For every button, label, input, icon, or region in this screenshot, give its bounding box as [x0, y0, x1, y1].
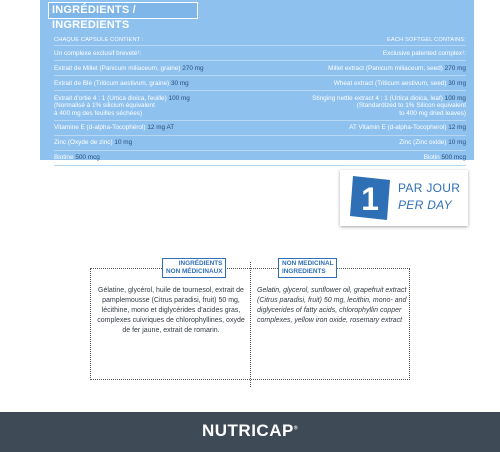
dose-number: 1	[361, 181, 379, 217]
ingredient-name: (Standardized to 1% Silicon equivalent	[356, 102, 466, 110]
ingredient-line	[54, 102, 249, 110]
ingredients-title: INGRÉDIENTS / INGREDIENTS	[52, 4, 136, 31]
ingredient-en	[266, 124, 466, 132]
ingredient-name: Extrait de Blé (Triticum aestivum, graine)	[54, 79, 170, 87]
ingredient-en	[266, 154, 466, 162]
ingredient-line	[54, 95, 249, 103]
ingredient-name: to 400 mg dried leaves)	[399, 109, 466, 117]
ingredient-name: Wheat extract (Triticum aestivum, seed)	[333, 79, 447, 87]
ingredient-line	[266, 50, 466, 58]
title-line: INGRÉDIENTS	[178, 260, 223, 267]
ingredient-name: Biotine	[54, 154, 74, 162]
ingredient-line	[54, 80, 249, 88]
ingredient-amount: 10 mg	[448, 139, 466, 147]
footer-bar	[0, 412, 500, 452]
ingredient-amount: 500 mcg	[75, 154, 100, 162]
ingredient-line	[54, 65, 249, 73]
ingredient-en	[266, 139, 466, 147]
ingredient-name: Millet extract (Panicum miliaceum, seed)	[328, 64, 443, 72]
ingredient-name: Zinc (Zinc oxide)	[399, 139, 447, 147]
ingredient-line	[266, 110, 466, 118]
non-medicinal-title-en	[278, 258, 337, 278]
table-header-fr: CHAQUE CAPSULE CONTIENT :	[54, 37, 144, 43]
ingredient-fr	[54, 124, 249, 132]
ingredients-table	[54, 34, 466, 166]
table-row	[54, 46, 466, 61]
ingredient-en	[266, 80, 466, 88]
dose-label-fr: PAR JOUR	[398, 181, 461, 195]
table-row	[54, 76, 466, 91]
ingredient-name: (Normalisé à 1% silicium équivalent	[54, 102, 155, 110]
ingredient-name: à 400 mg des feuilles séchées)	[54, 109, 143, 117]
title-line: NON MÉDICINAUX	[166, 268, 223, 275]
ingredient-line	[54, 124, 249, 132]
table-header-en: EACH SOFTGEL CONTAINS:	[387, 37, 466, 43]
ingredient-amount: 30 mg	[448, 79, 466, 87]
ingredient-line	[266, 124, 466, 132]
ingredient-amount: 100 mg	[444, 94, 466, 102]
ingredient-fr	[54, 80, 249, 88]
ingredient-line	[266, 95, 466, 103]
table-header-row	[54, 34, 466, 46]
ingredient-amount: 12 mg AT	[147, 124, 175, 132]
ingredient-name: Extrait de Millet (Panicum miliaceum, graine)	[54, 64, 181, 72]
brand-logo	[0, 421, 500, 441]
table-row	[54, 151, 466, 166]
table-row	[54, 91, 466, 121]
ingredient-line	[54, 139, 249, 147]
ingredient-en	[266, 65, 466, 73]
ingredient-en	[266, 95, 466, 118]
table-row	[54, 61, 466, 76]
ingredient-amount: 100 mg	[168, 94, 190, 102]
ingredient-line	[54, 154, 249, 162]
ingredient-line	[54, 110, 249, 118]
ingredient-fr	[54, 154, 249, 162]
ingredient-line	[266, 80, 466, 88]
ingredient-name: Exclusive patented complex¹:	[382, 49, 466, 57]
ingredient-name: Stinging nettle extract 4 : 1 (Urtica dioica, leaf)	[312, 94, 443, 102]
ingredient-name: Biotin	[423, 154, 440, 162]
ingredient-name: AT Vitamin E (d-alpha-Tocopherol)	[349, 124, 447, 132]
registered-mark: ®	[293, 425, 299, 432]
dose-badge-icon	[349, 175, 391, 221]
ingredient-line	[54, 50, 249, 58]
ingredient-line	[266, 65, 466, 73]
ingredient-name: Vitamine E (d-alpha-Tocophérol)	[54, 124, 146, 132]
title-line: NON MEDICINAL	[282, 260, 334, 267]
table-row	[54, 136, 466, 151]
non-medicinal-divider	[250, 262, 251, 387]
non-medicinal-text-en: Gelatin, glycerol, sunflower oil, grapefruit extract (Citrus paradisi, fruit) 50 mg, lecithin, mono- and diglycerides of fatty acids, chlorophyllin copper complexes, yellow iron oxide, rosemary extract	[257, 287, 407, 324]
dose-label-en: PER DAY	[398, 198, 452, 212]
ingredient-name: Extrait d'ortie 4 : 1 (Urtica dioica, feuille)	[54, 94, 167, 102]
ingredient-amount: 500 mcg	[441, 154, 466, 162]
ingredient-line	[266, 154, 466, 162]
ingredient-amount: 270 mg	[444, 64, 466, 72]
ingredient-line	[266, 102, 466, 110]
ingredients-header	[48, 2, 198, 31]
ingredient-fr	[54, 50, 249, 58]
ingredient-name: Un complexe exclusif breveté¹:	[54, 49, 142, 57]
ingredient-name: Zinc (Oxyde de zinc)	[54, 139, 113, 147]
ingredient-fr	[54, 65, 249, 73]
ingredient-amount: 10 mg	[114, 139, 133, 147]
ingredient-fr	[54, 95, 249, 118]
non-medicinal-text-fr: Gélatine, glycérol, huile de tournesol, extrait de pamplemousse (Citrus paradisi, fruit) 50 mg, lécithine, mono et diglycérides d'acides gras, complexes cuivriques de chlorophyllines, oxyde de fer jaune, extrait de romarin.	[97, 287, 245, 334]
ingredient-line	[266, 139, 466, 147]
ingredient-amount: 30 mg	[170, 79, 189, 87]
ingredient-en	[266, 50, 466, 58]
ingredient-amount: 12 mg	[448, 124, 466, 132]
title-line: INGREDIENTS	[282, 268, 326, 275]
brand-name: NUTRICAP	[201, 421, 294, 440]
non-medicinal-title-fr	[162, 258, 226, 278]
table-row	[54, 121, 466, 136]
ingredient-fr	[54, 139, 249, 147]
ingredient-amount: 270 mg	[182, 64, 204, 72]
dosage-card	[340, 170, 468, 226]
